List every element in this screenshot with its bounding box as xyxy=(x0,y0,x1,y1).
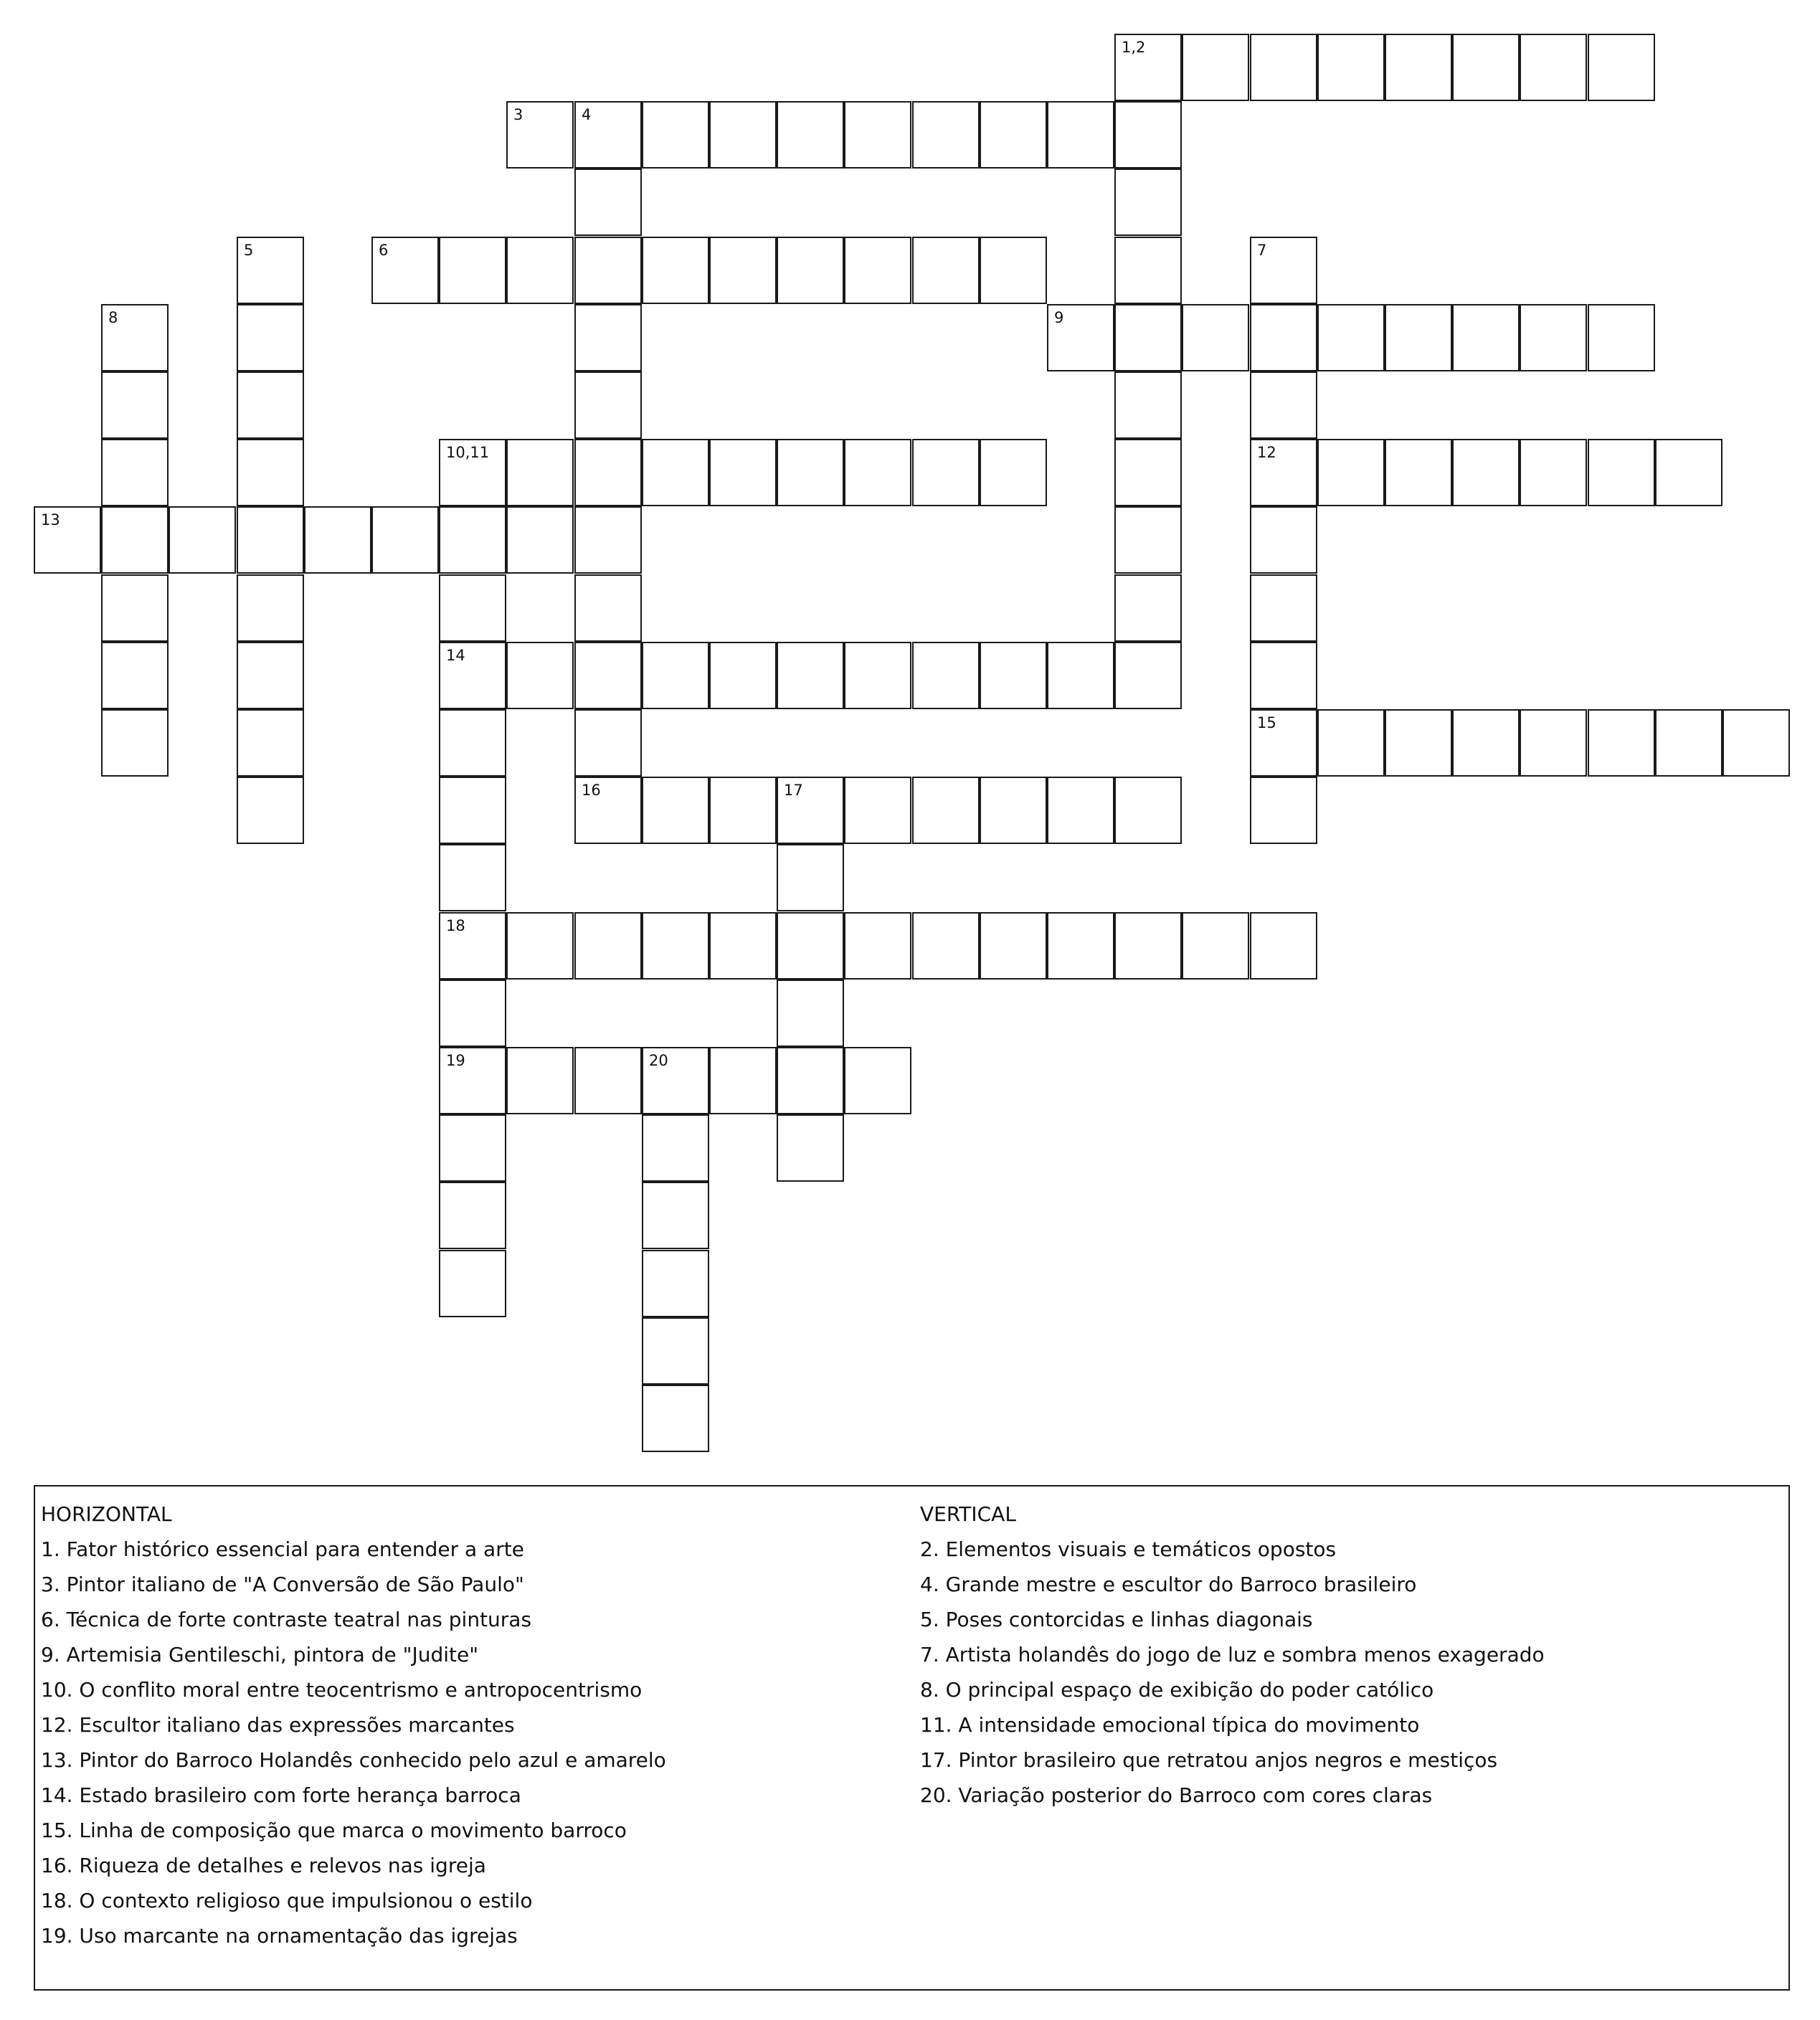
crossword-cell[interactable] xyxy=(642,439,709,506)
crossword-cell[interactable] xyxy=(1520,709,1587,777)
crossword-cell[interactable] xyxy=(777,844,844,911)
crossword-cell[interactable] xyxy=(642,1250,709,1317)
crossword-cell[interactable] xyxy=(1452,439,1520,506)
crossword-cell[interactable] xyxy=(1182,34,1249,101)
crossword-cell[interactable] xyxy=(1317,709,1385,777)
crossword-cell[interactable] xyxy=(237,777,304,844)
crossword-cell[interactable] xyxy=(1114,506,1182,574)
crossword-cell[interactable] xyxy=(709,777,777,844)
crossword-cell[interactable] xyxy=(1520,34,1587,101)
crossword-cell[interactable] xyxy=(506,1047,574,1114)
crossword-cell[interactable] xyxy=(574,912,642,980)
crossword-cell[interactable] xyxy=(101,371,169,439)
crossword-cell[interactable] xyxy=(1317,34,1385,101)
crossword-cell[interactable] xyxy=(506,642,574,709)
horizontal-clues xyxy=(41,1497,909,1953)
crossword-cell[interactable] xyxy=(439,709,506,777)
crossword-cell[interactable] xyxy=(1114,101,1182,169)
clue-h-10: 10. O conflito moral entre teocentrismo e antropocentrismo xyxy=(41,1678,643,1702)
crossword-cell[interactable] xyxy=(777,777,844,844)
crossword-cell[interactable] xyxy=(439,1047,506,1114)
crossword-cell[interactable] xyxy=(1588,439,1655,506)
clue-v-11: 11. A intensidade emocional típica do movimento xyxy=(920,1713,1420,1737)
crossword-cell[interactable] xyxy=(642,642,709,709)
crossword-cell[interactable] xyxy=(642,777,709,844)
vertical-heading: VERTICAL xyxy=(920,1502,1016,1526)
clue-number: 16 xyxy=(582,782,601,799)
clue-number: 12 xyxy=(1257,444,1276,461)
crossword-cell[interactable] xyxy=(642,1182,709,1249)
crossword-cell[interactable] xyxy=(912,642,980,709)
clue-v-4: 4. Grande mestre e escultor do Barroco brasileiro xyxy=(920,1573,1417,1596)
crossword-cell[interactable] xyxy=(1250,371,1317,439)
crossword-cell[interactable] xyxy=(237,574,304,642)
crossword-cell[interactable] xyxy=(237,642,304,709)
crossword-cell[interactable] xyxy=(844,101,911,169)
crossword-cell[interactable] xyxy=(506,101,574,169)
clue-h-16: 16. Riqueza de detalhes e relevos nas igreja xyxy=(41,1854,486,1877)
crossword-cell[interactable] xyxy=(237,709,304,777)
crossword-cell[interactable] xyxy=(1250,506,1317,574)
crossword-cell[interactable] xyxy=(439,439,506,506)
crossword-cell[interactable] xyxy=(574,304,642,371)
crossword-cell[interactable] xyxy=(1520,304,1587,371)
clue-number: 17 xyxy=(784,782,803,799)
clue-number: 1,2 xyxy=(1122,39,1146,56)
crossword-cell[interactable] xyxy=(1114,237,1182,304)
crossword-cell[interactable] xyxy=(1250,304,1317,371)
clue-h-15: 15. Linha de composição que marca o movimento barroco xyxy=(41,1819,627,1842)
clue-v-5: 5. Poses contorcidas e linhas diagonais xyxy=(920,1608,1313,1631)
crossword-cell[interactable] xyxy=(1385,709,1452,777)
crossword-cell[interactable] xyxy=(980,912,1047,980)
clue-number: 8 xyxy=(108,309,118,326)
crossword-cell[interactable] xyxy=(574,777,642,844)
clue-number: 14 xyxy=(446,647,465,664)
crossword-cell[interactable] xyxy=(844,777,911,844)
crossword-cell[interactable] xyxy=(1655,439,1722,506)
crossword-cell[interactable] xyxy=(777,237,844,304)
crossword-cell[interactable] xyxy=(34,506,101,574)
crossword-cell[interactable] xyxy=(101,304,169,371)
crossword-cell[interactable] xyxy=(709,912,777,980)
crossword-cell[interactable] xyxy=(1114,371,1182,439)
crossword-cell[interactable] xyxy=(1317,304,1385,371)
crossword-cell[interactable] xyxy=(642,1317,709,1385)
crossword-cell[interactable] xyxy=(1047,912,1114,980)
crossword-cell[interactable] xyxy=(1047,642,1114,709)
crossword-cell[interactable] xyxy=(439,237,506,304)
crossword-cell[interactable] xyxy=(439,777,506,844)
crossword-cell[interactable] xyxy=(912,101,980,169)
crossword-cell[interactable] xyxy=(777,912,844,980)
crossword-cell[interactable] xyxy=(101,439,169,506)
vertical-clues xyxy=(920,1497,1781,1813)
crossword-cell[interactable] xyxy=(642,237,709,304)
crossword-cell[interactable] xyxy=(1588,304,1655,371)
clue-v-7: 7. Artista holandês do jogo de luz e sombra menos exagerado xyxy=(920,1643,1545,1666)
crossword-cell[interactable] xyxy=(1452,304,1520,371)
crossword-cell[interactable] xyxy=(980,237,1047,304)
crossword-cell[interactable] xyxy=(101,642,169,709)
crossword-cell[interactable] xyxy=(642,101,709,169)
crossword-cell[interactable] xyxy=(642,1047,709,1114)
crossword-cell[interactable] xyxy=(169,506,236,574)
crossword-cell[interactable] xyxy=(1250,777,1317,844)
clue-number: 18 xyxy=(446,917,465,934)
crossword-cell[interactable] xyxy=(912,237,980,304)
crossword-cell[interactable] xyxy=(912,439,980,506)
crossword-cell[interactable] xyxy=(1250,237,1317,304)
crossword-cell[interactable] xyxy=(1114,439,1182,506)
crossword-cell[interactable] xyxy=(642,912,709,980)
crossword-cell[interactable] xyxy=(1385,34,1452,101)
clue-v-20: 20. Variação posterior do Barroco com cores claras xyxy=(920,1783,1433,1807)
crossword-cell[interactable] xyxy=(1520,439,1587,506)
crossword-cell[interactable] xyxy=(439,980,506,1047)
crossword-cell[interactable] xyxy=(980,439,1047,506)
crossword-cell[interactable] xyxy=(1182,912,1249,980)
crossword-cell[interactable] xyxy=(777,439,844,506)
crossword-cell[interactable] xyxy=(439,1250,506,1317)
crossword-cell[interactable] xyxy=(1182,304,1249,371)
clue-number: 6 xyxy=(379,242,389,259)
crossword-cell[interactable] xyxy=(1250,574,1317,642)
clue-h-19: 19. Uso marcante na ornamentação das igrejas xyxy=(41,1924,518,1948)
crossword-cell[interactable] xyxy=(777,1114,844,1182)
clue-number: 9 xyxy=(1054,309,1064,326)
crossword-cell[interactable] xyxy=(1114,34,1182,101)
crossword-cell[interactable] xyxy=(371,237,439,304)
clue-v-8: 8. O principal espaço de exibição do poder católico xyxy=(920,1678,1434,1702)
clue-h-18: 18. O contexto religioso que impulsionou o estilo xyxy=(41,1889,533,1912)
crossword-cell[interactable] xyxy=(1317,439,1385,506)
crossword-cell[interactable] xyxy=(237,304,304,371)
crossword-cell[interactable] xyxy=(237,439,304,506)
crossword-cell[interactable] xyxy=(844,439,911,506)
crossword-cell[interactable] xyxy=(371,506,439,574)
crossword-cell[interactable] xyxy=(574,506,642,574)
crossword-cell[interactable] xyxy=(709,1047,777,1114)
crossword-cell[interactable] xyxy=(777,101,844,169)
crossword-cell[interactable] xyxy=(777,980,844,1047)
horizontal-heading: HORIZONTAL xyxy=(41,1502,172,1526)
crossword-cell[interactable] xyxy=(844,1047,911,1114)
crossword-cell[interactable] xyxy=(574,101,642,169)
crossword-cell[interactable] xyxy=(1722,709,1790,777)
clue-v-2: 2. Elementos visuais e temáticos opostos xyxy=(920,1537,1337,1561)
crossword-cell[interactable] xyxy=(1250,34,1317,101)
crossword-cell[interactable] xyxy=(709,642,777,709)
clue-h-14: 14. Estado brasileiro com forte herança barroca xyxy=(41,1783,521,1807)
crossword-cell[interactable] xyxy=(1114,912,1182,980)
crossword-cell[interactable] xyxy=(1047,304,1114,371)
crossword-cell[interactable] xyxy=(777,1047,844,1114)
crossword-cell[interactable] xyxy=(1114,642,1182,709)
crossword-cell[interactable] xyxy=(237,371,304,439)
crossword-cell[interactable] xyxy=(844,642,911,709)
crossword-cell[interactable] xyxy=(980,642,1047,709)
crossword-cell[interactable] xyxy=(439,506,506,574)
crossword-cell[interactable] xyxy=(439,574,506,642)
clue-number: 20 xyxy=(649,1052,668,1069)
crossword-cell[interactable] xyxy=(574,439,642,506)
crossword-cell[interactable] xyxy=(574,574,642,642)
crossword-cell[interactable] xyxy=(304,506,371,574)
crossword-cell[interactable] xyxy=(237,506,304,574)
crossword-cell[interactable] xyxy=(1655,709,1722,777)
crossword-cell[interactable] xyxy=(1114,304,1182,371)
crossword-cell[interactable] xyxy=(777,642,844,709)
crossword-cell[interactable] xyxy=(506,237,574,304)
crossword-cell[interactable] xyxy=(642,1114,709,1182)
crossword-cell[interactable] xyxy=(237,237,304,304)
crossword-cell[interactable] xyxy=(709,439,777,506)
crossword-cell[interactable] xyxy=(574,642,642,709)
clue-number: 4 xyxy=(582,106,592,123)
clue-number: 13 xyxy=(41,511,60,528)
crossword-cell[interactable] xyxy=(101,574,169,642)
clues-panel xyxy=(34,1485,1790,1991)
crossword-cell[interactable] xyxy=(1452,34,1520,101)
clue-h-6: 6. Técnica de forte contraste teatral nas pinturas xyxy=(41,1608,532,1631)
crossword-cell[interactable] xyxy=(912,777,980,844)
clue-h-1: 1. Fator histórico essencial para entender a arte xyxy=(41,1537,524,1561)
clue-h-9: 9. Artemisia Gentileschi, pintora de "Judite" xyxy=(41,1643,479,1666)
crossword-cell[interactable] xyxy=(1588,709,1655,777)
crossword-cell[interactable] xyxy=(1114,777,1182,844)
crossword-cell[interactable] xyxy=(574,169,642,236)
crossword-cell[interactable] xyxy=(101,506,169,574)
clue-number: 7 xyxy=(1257,242,1267,259)
crossword-cell[interactable] xyxy=(1250,439,1317,506)
crossword-cell[interactable] xyxy=(574,709,642,777)
crossword-cell[interactable] xyxy=(439,642,506,709)
crossword-cell[interactable] xyxy=(1114,169,1182,236)
crossword-cell[interactable] xyxy=(101,709,169,777)
crossword-cell[interactable] xyxy=(439,912,506,980)
crossword-cell[interactable] xyxy=(1250,642,1317,709)
clue-number: 15 xyxy=(1257,714,1276,731)
crossword-cell[interactable] xyxy=(1047,101,1114,169)
crossword-cell[interactable] xyxy=(1114,574,1182,642)
crossword-cell[interactable] xyxy=(1588,34,1655,101)
crossword-cell[interactable] xyxy=(709,237,777,304)
clue-v-17: 17. Pintor brasileiro que retratou anjos negros e mestiços xyxy=(920,1748,1498,1772)
crossword-cell[interactable] xyxy=(574,237,642,304)
clue-number: 10,11 xyxy=(446,444,490,461)
crossword-cell[interactable] xyxy=(980,777,1047,844)
clue-h-12: 12. Escultor italiano das expressões marcantes xyxy=(41,1713,515,1737)
crossword-cell[interactable] xyxy=(439,1114,506,1182)
crossword-cell[interactable] xyxy=(844,237,911,304)
crossword-cell[interactable] xyxy=(1452,709,1520,777)
clue-number: 5 xyxy=(244,242,254,259)
clue-number: 19 xyxy=(446,1052,465,1069)
crossword-cell[interactable] xyxy=(439,844,506,911)
crossword-cell[interactable] xyxy=(709,101,777,169)
crossword-cell[interactable] xyxy=(844,912,911,980)
crossword-cell[interactable] xyxy=(574,1047,642,1114)
clue-h-13: 13. Pintor do Barroco Holandês conhecido pelo azul e amarelo xyxy=(41,1748,666,1772)
crossword-cell[interactable] xyxy=(642,1385,709,1452)
crossword-cell[interactable] xyxy=(912,912,980,980)
crossword-cell[interactable] xyxy=(1385,304,1452,371)
crossword-cell[interactable] xyxy=(980,101,1047,169)
crossword-cell[interactable] xyxy=(506,912,574,980)
crossword-cell[interactable] xyxy=(439,1182,506,1249)
crossword-cell[interactable] xyxy=(506,439,574,506)
clue-number: 3 xyxy=(513,106,523,123)
crossword-cell[interactable] xyxy=(1385,439,1452,506)
clue-h-3: 3. Pintor italiano de "A Conversão de São Paulo" xyxy=(41,1573,524,1596)
crossword-cell[interactable] xyxy=(574,371,642,439)
crossword-cell[interactable] xyxy=(1250,912,1317,980)
crossword-cell[interactable] xyxy=(506,506,574,574)
crossword-cell[interactable] xyxy=(1047,777,1114,844)
crossword-cell[interactable] xyxy=(1250,709,1317,777)
